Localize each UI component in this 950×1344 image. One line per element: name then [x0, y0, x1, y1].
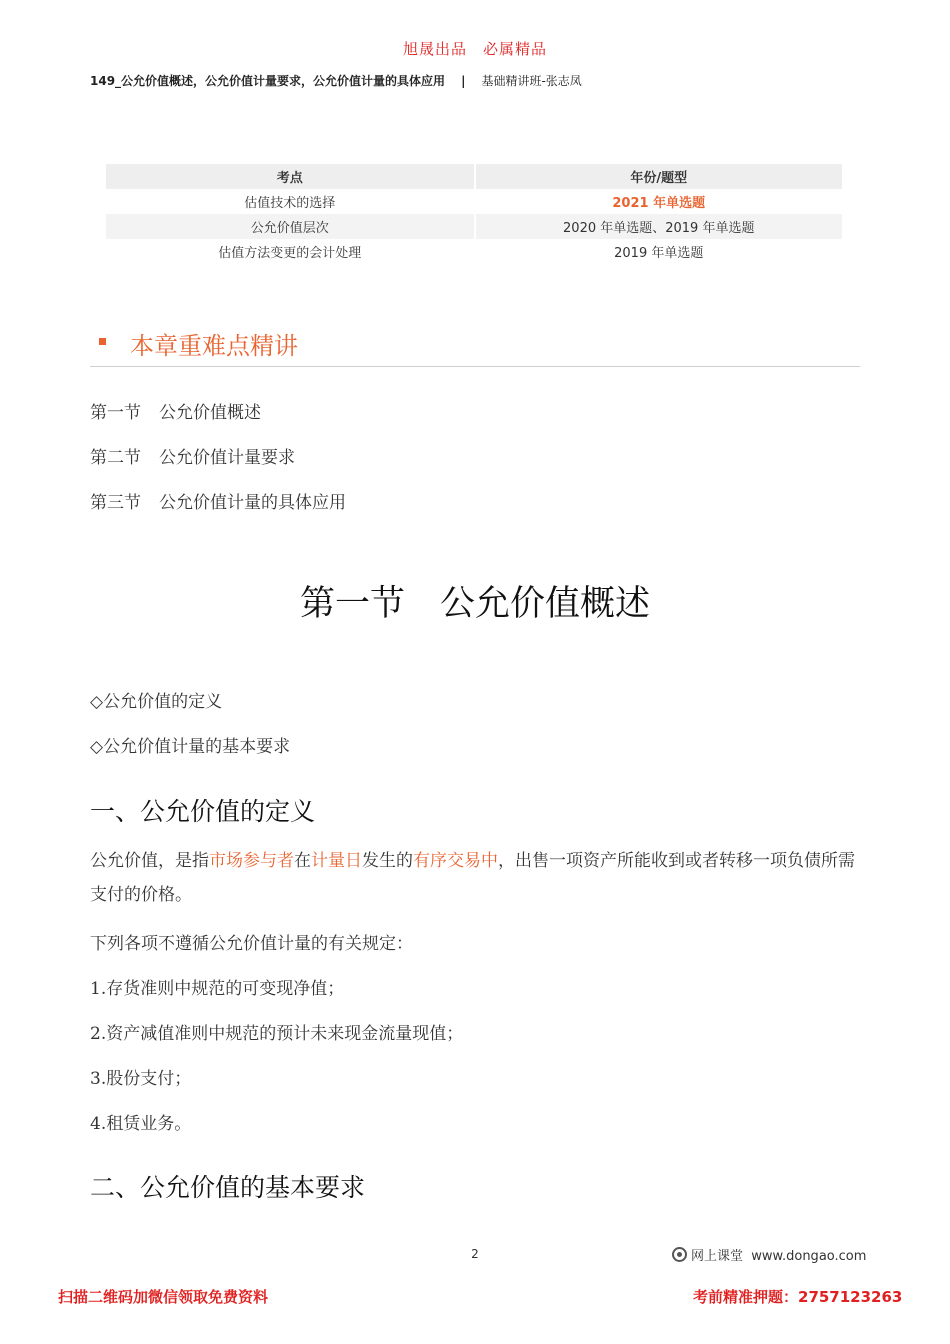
- header-title: 149_公允价值概述，公允价值计量要求，公允价值计量的具体应用: [90, 74, 446, 88]
- toc-number: 第三节: [90, 493, 141, 513]
- table-header-row: [106, 164, 843, 189]
- table-cell-years: 2020 年单选题、2019 年单选题: [475, 214, 844, 239]
- keyword-market-participant: 市场参与者: [209, 851, 294, 871]
- header-separator: |: [461, 74, 466, 88]
- square-bullet-icon: [99, 338, 106, 345]
- site-footer: [672, 1245, 866, 1264]
- toc-item: [90, 488, 346, 513]
- footer-contact-note: 考前精准押题：2757123263: [693, 1288, 903, 1306]
- page-number: 2: [471, 1247, 479, 1261]
- heading-basic-requirements: 二、公允价值的基本要求: [90, 1173, 366, 1202]
- list-item: 2.资产减值准则中规范的预计未来现金流量现值；: [90, 1024, 464, 1044]
- list-item: 1.存货准则中规范的可变现净值；: [90, 979, 345, 999]
- site-name: 网上课堂: [691, 1249, 744, 1264]
- table-row: [106, 239, 843, 264]
- table-header-years: 年份/题型: [475, 164, 844, 189]
- brand-slogan: 旭晟出品 必属精品: [402, 40, 547, 58]
- footer-qr-note: 扫描二维码加微信领取免费资料: [58, 1288, 269, 1306]
- document-header: [90, 72, 582, 89]
- chapter-title: 第一节 公允价值概述: [299, 584, 650, 624]
- toc-item: [90, 443, 295, 468]
- definition-text: 公允价值，是指: [90, 851, 209, 871]
- table-cell-years: 2021 年单选题: [475, 189, 844, 214]
- toc-title: 公允价值计量要求: [159, 448, 295, 468]
- list-item: 4.租赁业务。: [90, 1114, 192, 1134]
- toc-title: 公允价值概述: [159, 403, 261, 423]
- toc-number: 第一节: [90, 403, 141, 423]
- outline-item: ◇公允价值计量的基本要求: [90, 737, 291, 757]
- section-heading: [90, 326, 860, 367]
- dongao-logo-icon: [672, 1247, 687, 1262]
- definition-text: ，出售一项资产所能收到或者转移一项负债所需支付的价格。: [90, 851, 855, 905]
- exam-topics-table: [106, 164, 844, 264]
- definition-text: 发生的: [362, 851, 413, 871]
- table-cell-years: 2019 年单选题: [475, 239, 844, 264]
- toc-item: [90, 398, 261, 423]
- list-item: 3.股份支付；: [90, 1069, 192, 1089]
- outline-item: ◇公允价值的定义: [90, 692, 223, 712]
- table-row: [106, 214, 843, 239]
- site-url: www.dongao.com: [751, 1249, 867, 1264]
- definition-text: 在: [294, 851, 311, 871]
- exclusion-intro: 下列各项不遵循公允价值计量的有关规定：: [90, 934, 413, 954]
- keyword-orderly-transaction: 有序交易中: [413, 851, 498, 871]
- header-course: 基础精讲班-张志凤: [481, 74, 582, 88]
- heading-definition: 一、公允价值的定义: [90, 797, 316, 826]
- keyword-measurement-date: 计量日: [311, 851, 362, 871]
- table-header-topic: 考点: [106, 164, 475, 189]
- table-cell-topic: 估值方法变更的会计处理: [106, 239, 475, 264]
- definition-paragraph: [90, 844, 860, 912]
- table-cell-topic: 公允价值层次: [106, 214, 475, 239]
- table-cell-topic: 估值技术的选择: [106, 189, 475, 214]
- toc-number: 第二节: [90, 448, 141, 468]
- table-row: [106, 189, 843, 214]
- toc-title: 公允价值计量的具体应用: [159, 493, 346, 513]
- section-heading-text: 本章重难点精讲: [130, 332, 298, 360]
